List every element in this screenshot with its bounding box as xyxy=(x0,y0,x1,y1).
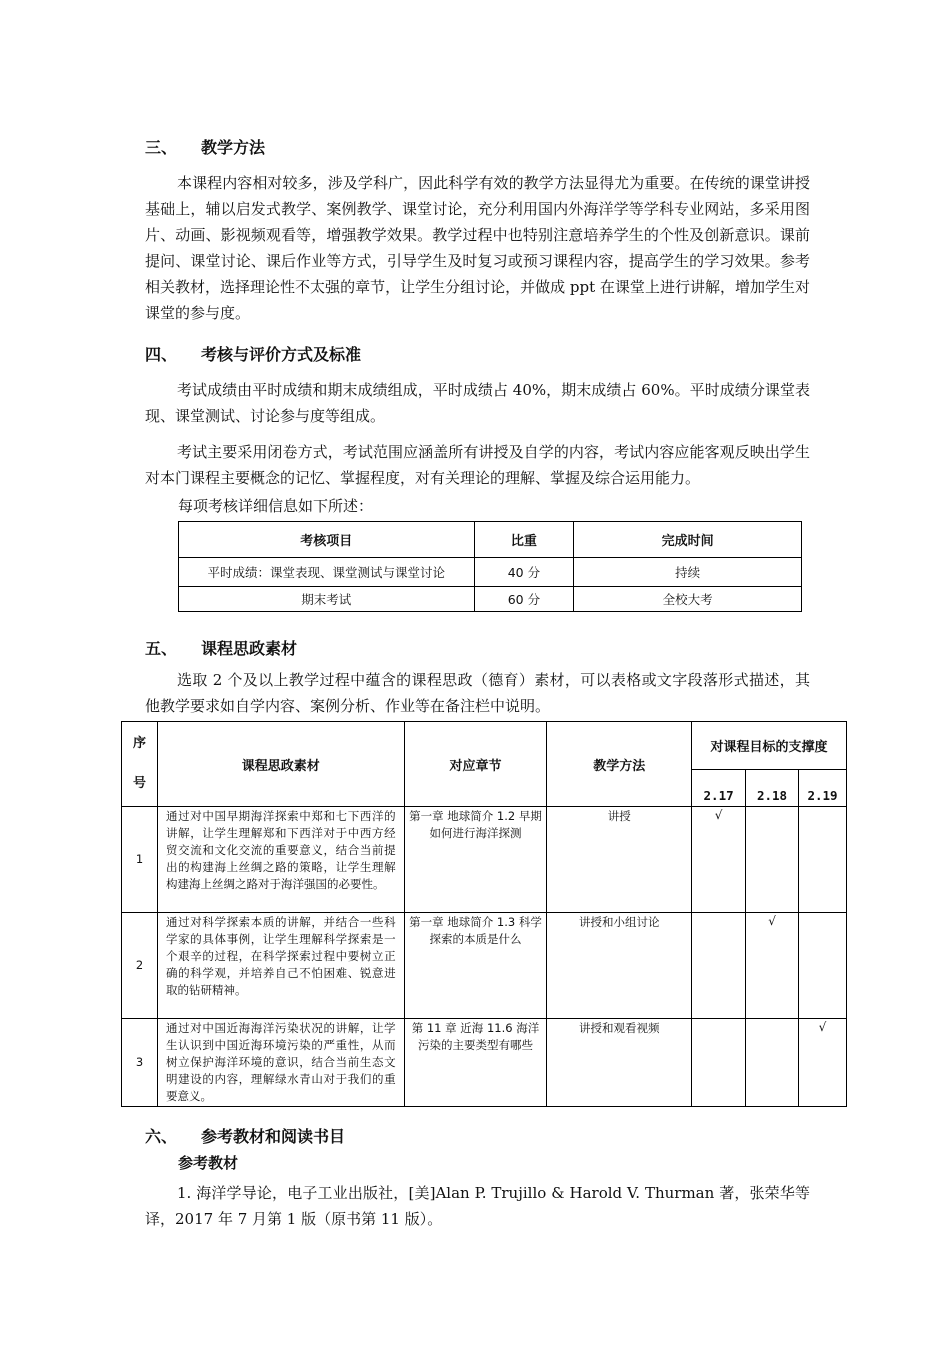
row-material: 通过对中国近海海洋污染状况的讲解，让学生认识到中国近海环境污染的严重性，从而树立保护海洋环境的意识，结合当前生态文明建设的内容，理解绿水青山对于我们的重要意义。 xyxy=(157,1019,404,1107)
row-seq: 1 xyxy=(122,807,158,913)
assessment-paragraph-2: 考试主要采用闭卷方式，考试范围应涵盖所有讲授及自学的内容，考试内容应能客观反映出学生对本门课程主要概念的记忆、掌握程度，对有关理论的理解、掌握及综合运用能力。 xyxy=(145,443,810,487)
row-material: 通过对中国早期海洋探索中郑和七下西洋的讲解，让学生理解郑和下西洋对于中西方经贸交流和文化交流的重要意义，结合当前提出的构建海上丝绸之路的策略，让学生理解构建海上丝绸之路对于海洋强国的必要性。 xyxy=(157,807,404,913)
header-chapter: 对应章节 xyxy=(404,722,547,807)
table-cell: 持续 xyxy=(574,558,802,587)
header-cell: 考核项目 xyxy=(179,522,475,558)
support-mark: √ xyxy=(692,807,746,913)
ideology-table xyxy=(121,721,847,1107)
section-title: 考核与评价方式及标准 xyxy=(201,345,362,364)
support-mark xyxy=(746,807,799,913)
support-mark: √ xyxy=(746,913,799,1019)
header-method: 教学方法 xyxy=(547,722,692,807)
section-heading-assessment xyxy=(145,345,361,365)
support-mark: √ xyxy=(799,1019,847,1107)
table-cell: 期末考试 xyxy=(179,587,475,612)
table-row xyxy=(122,913,847,1019)
support-mark xyxy=(799,913,847,1019)
table-cell: 全校大考 xyxy=(574,587,802,612)
support-mark xyxy=(692,1019,746,1107)
table-header-row xyxy=(179,522,802,558)
section-heading-ideology-material xyxy=(145,639,297,659)
header-material: 课程思政素材 xyxy=(157,722,404,807)
section-title: 参考教材和阅读书目 xyxy=(201,1127,346,1146)
references-subtitle: 参考教材 xyxy=(178,1154,239,1172)
row-chapter: 第 11 章 近海 11.6 海洋污染的主要类型有哪些 xyxy=(404,1019,547,1107)
section-number: 六、 xyxy=(145,1127,178,1146)
assessment-paragraph-1: 考试成绩由平时成绩和期末成绩组成，平时成绩占 40%，期末成绩占 60%。平时成绩分课堂表现、课堂测试、讨论参与度等组成。 xyxy=(145,381,810,425)
header-cell: 比重 xyxy=(474,522,574,558)
teaching-methods-paragraph: 本课程内容相对较多，涉及学科广，因此科学有效的教学方法显得尤为重要。在传统的课堂讲授基础上，辅以启发式教学、案例教学、课堂讨论，充分利用国内外海洋学等学科专业网站，多采用图片、动画、影视频观看等，增强教学效果。教学过程中也特别注意培养学生的个性及创新意识。课前提问、课堂讨论、课后作业等方式，引导学生及时复习或预习课程内容，提高学生的学习效果。参考相关教材，选择理论性不太强的章节，让学生分组讨论，并做成 ppt 在课堂上进行讲解，增加学生对课堂的参与度。 xyxy=(145,174,810,322)
support-mark xyxy=(692,913,746,1019)
header-goal: 2.17 xyxy=(692,770,746,807)
table-row xyxy=(122,807,847,913)
table-cell: 60 分 xyxy=(474,587,574,612)
table-header-row xyxy=(122,722,847,770)
header-cell: 完成时间 xyxy=(574,522,802,558)
row-material: 通过对科学探索本质的讲解，并结合一些科学家的具体事例，让学生理解科学探索是一个艰辛的过程，在科学探索过程中要树立正确的科学观，并培养自己不怕困难、锐意进取的钻研精神。 xyxy=(157,913,404,1019)
section-number: 四、 xyxy=(145,345,178,364)
table-row xyxy=(179,558,802,587)
assessment-intro: 每项考核详细信息如下所述： xyxy=(178,497,374,515)
row-chapter: 第一章 地球简介 1.3 科学探索的本质是什么 xyxy=(404,913,547,1019)
row-seq: 2 xyxy=(122,913,158,1019)
support-mark xyxy=(746,1019,799,1107)
table-row xyxy=(122,1019,847,1107)
header-seq: 序号 xyxy=(122,722,158,807)
table-cell: 40 分 xyxy=(474,558,574,587)
row-method: 讲授和小组讨论 xyxy=(547,913,692,1019)
section-title: 教学方法 xyxy=(201,138,266,157)
row-method: 讲授 xyxy=(547,807,692,913)
reference-item-1: 1. 海洋学导论，电子工业出版社，[美]Alan P. Trujillo & Harold V. Thurman 著，张荣华等译，2017 年 7 月第 1 版（原书第 11 版）。 xyxy=(145,1184,810,1228)
header-goal: 2.19 xyxy=(799,770,847,807)
support-mark xyxy=(799,807,847,913)
section-title: 课程思政素材 xyxy=(201,639,298,658)
header-support: 对课程目标的支撑度 xyxy=(692,722,847,770)
section-heading-references xyxy=(145,1127,345,1147)
row-seq: 3 xyxy=(122,1019,158,1107)
section-number: 三、 xyxy=(145,138,178,157)
table-row xyxy=(179,587,802,612)
section-heading-teaching-methods xyxy=(145,138,265,158)
row-chapter: 第一章 地球简介 1.2 早期如何进行海洋探测 xyxy=(404,807,547,913)
section-number: 五、 xyxy=(145,639,178,658)
header-goal: 2.18 xyxy=(746,770,799,807)
table-cell: 平时成绩：课堂表现、课堂测试与课堂讨论 xyxy=(179,558,475,587)
assessment-table xyxy=(178,521,802,612)
row-method: 讲授和观看视频 xyxy=(547,1019,692,1107)
ideology-paragraph: 选取 2 个及以上教学过程中蕴含的课程思政（德育）素材，可以表格或文字段落形式描述，其他教学要求如自学内容、案例分析、作业等在备注栏中说明。 xyxy=(145,671,810,715)
